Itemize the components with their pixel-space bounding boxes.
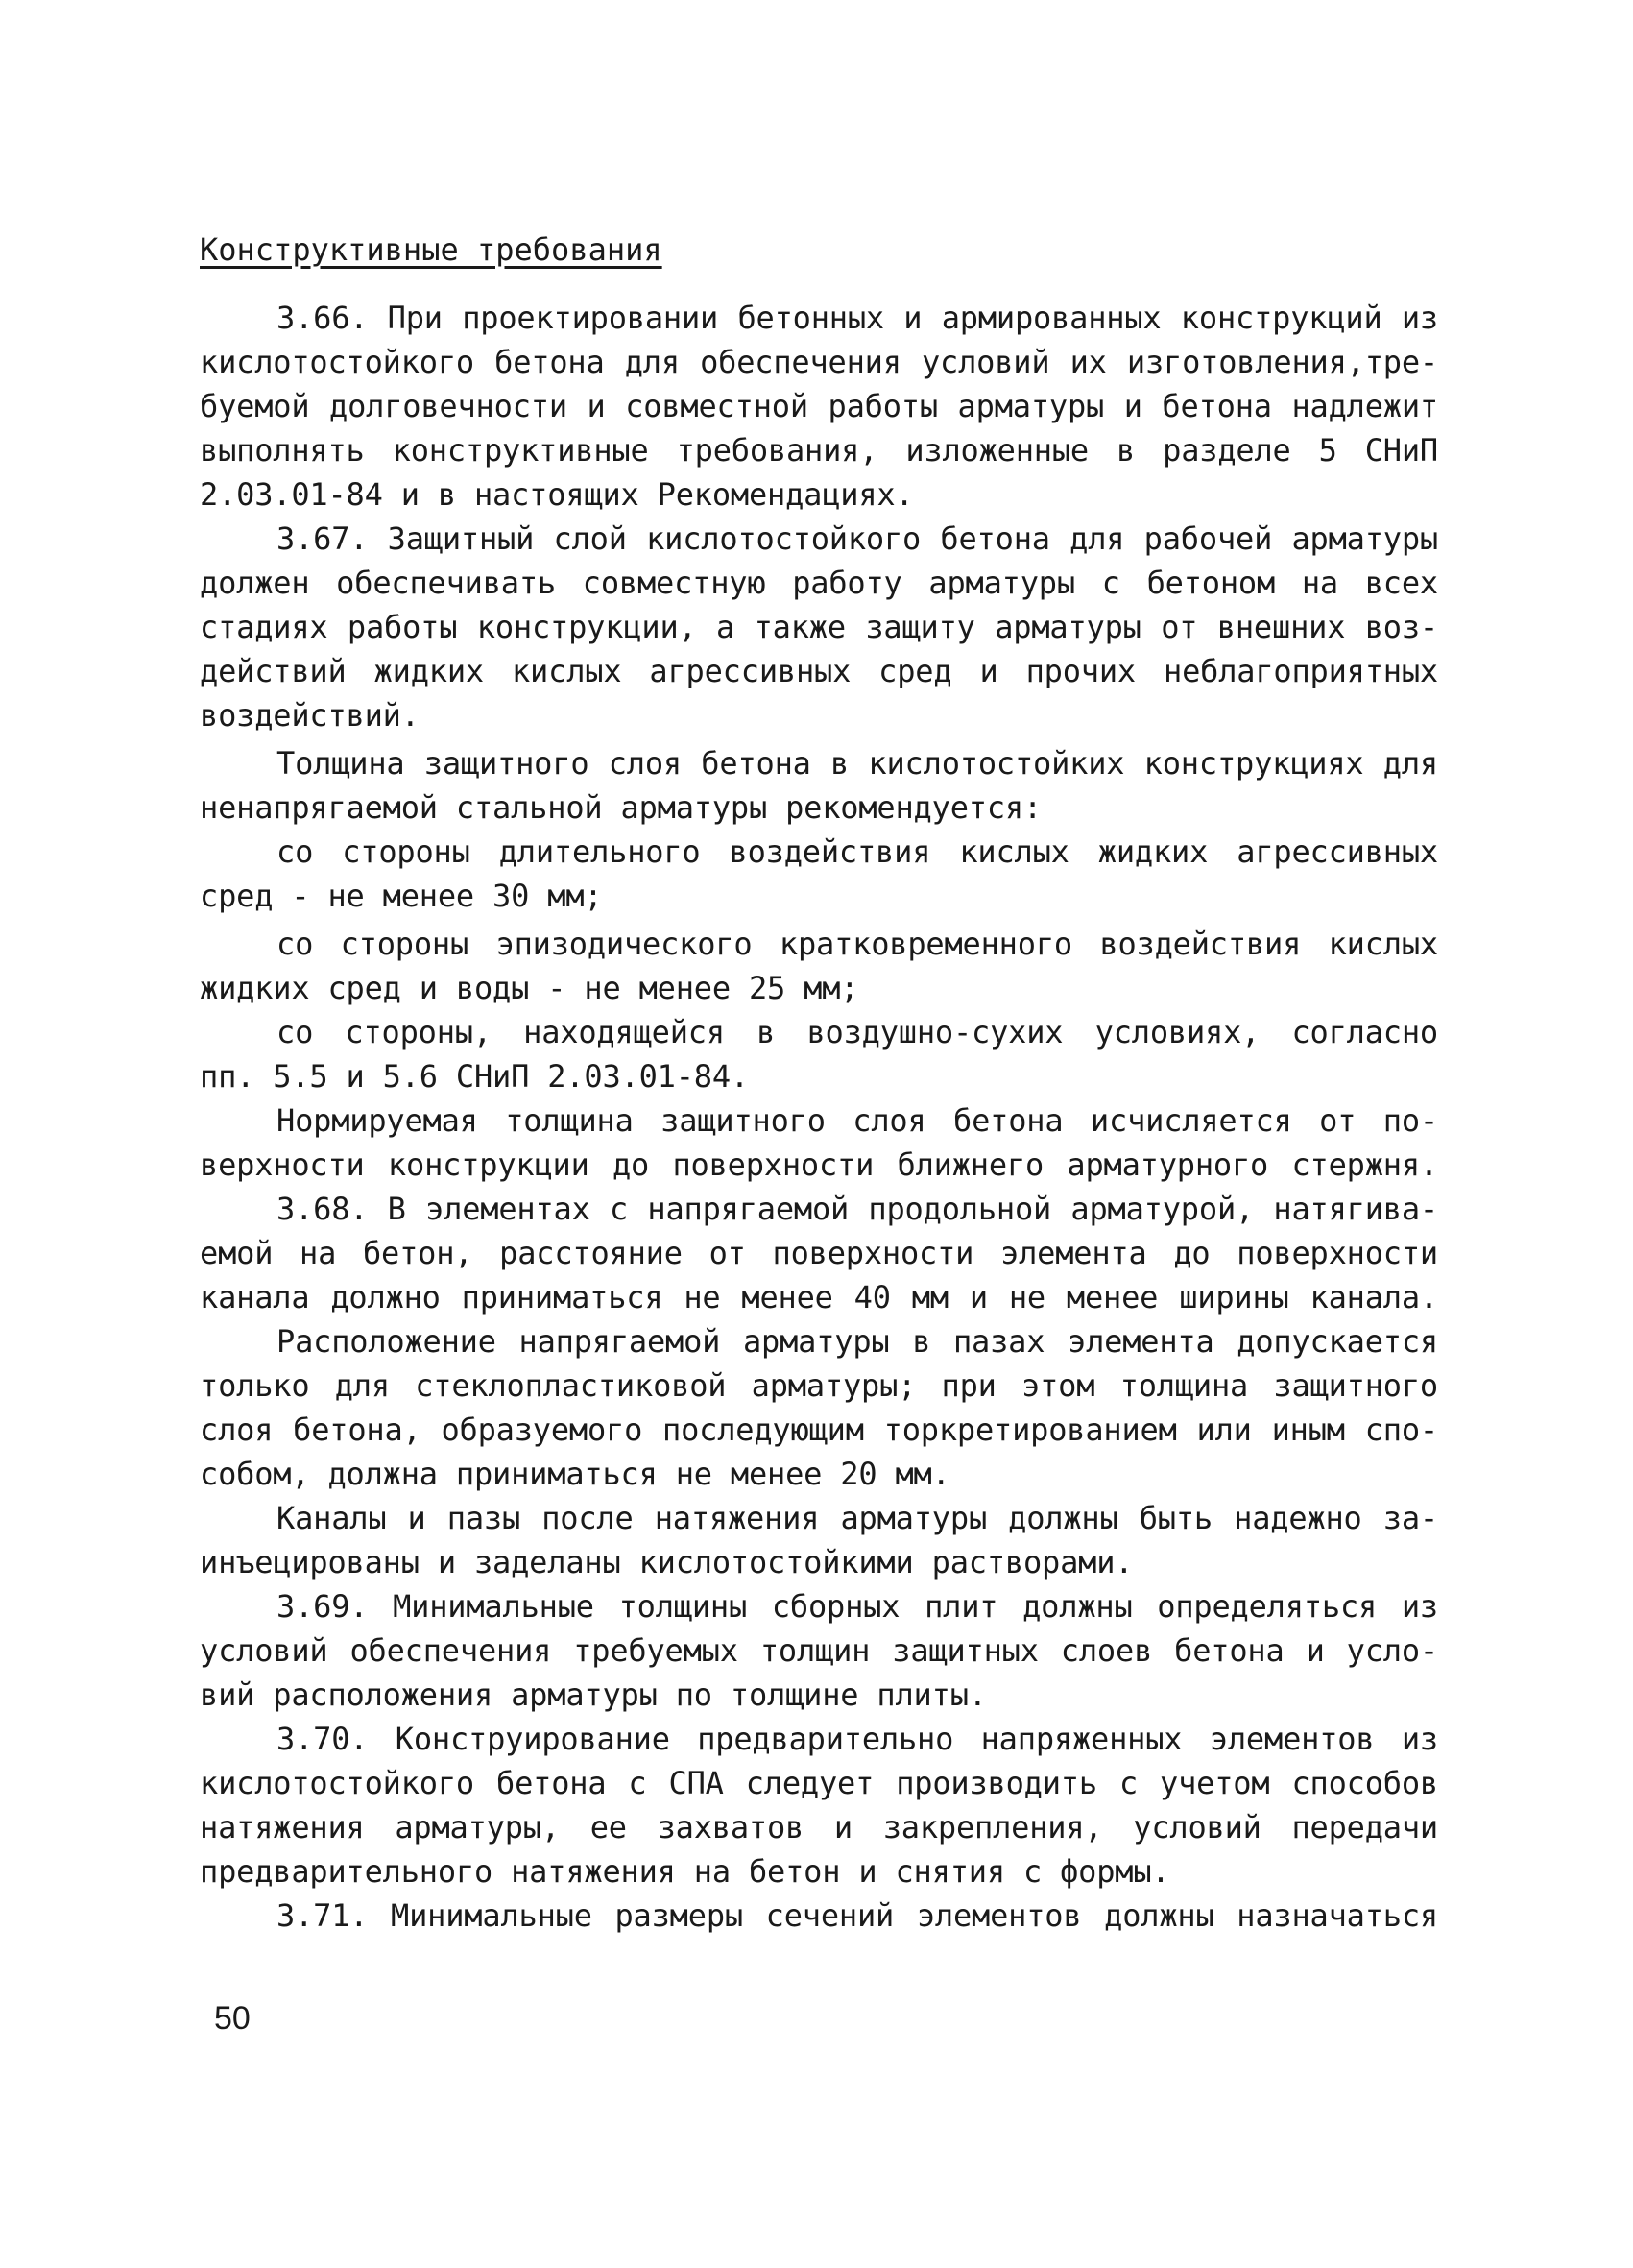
text-line: верхности конструкции до поверхности ближнего арматурного стержня.	[200, 1146, 1438, 1183]
text-line: 3.67. Защитный слой кислотостойкого бетона для рабочей арматуры	[276, 520, 1438, 557]
text-line: Нормируемая толщина защитного слоя бетона исчисляется от по-	[276, 1102, 1438, 1139]
text-line: условий обеспечения требуемых толщин защитных слоев бетона и усло-	[200, 1632, 1438, 1669]
text-line: 3.70. Конструирование предварительно напряженных элементов из	[276, 1721, 1438, 1757]
text-line: 3.68. В элементах с напрягаемой продольной арматурой, натягива-	[276, 1191, 1438, 1227]
text-line: со стороны длительного воздействия кислых жидких агрессивных	[276, 833, 1438, 870]
text-line: только для стеклопластиковой арматуры; при этом толщина защитного	[200, 1367, 1438, 1404]
text-line: 3.69. Минимальные толщины сборных плит должны определяться из	[276, 1588, 1438, 1625]
text-line: должен обеспечивать совместную работу арматуры с бетоном на всех	[200, 565, 1438, 601]
section-heading: Конструктивные требования	[200, 231, 662, 268]
text-line: Расположение напрягаемой арматуры в пазах элемента допускается	[276, 1323, 1438, 1360]
text-line: 3.66. При проектировании бетонных и армированных конструкций из	[276, 300, 1438, 336]
text-line: действий жидких кислых агрессивных сред и прочих неблагоприятных	[200, 653, 1438, 689]
text-line: пп. 5.5 и 5.6 СНиП 2.03.01-84.	[200, 1058, 749, 1095]
text-line: вий расположения арматуры по толщине плиты.	[200, 1677, 987, 1713]
text-line: жидких сред и воды - не менее 25 мм;	[200, 970, 859, 1006]
text-line: воздействий.	[200, 697, 420, 734]
text-line: выполнять конструктивные требования, изложенные в разделе 5 СНиП	[200, 432, 1438, 469]
text-line: Толщина защитного слоя бетона в кислотостойких конструкциях для	[276, 745, 1438, 782]
text-line: канала должно приниматься не менее 40 мм и не менее ширины канала.	[200, 1279, 1438, 1315]
text-line: 3.71. Минимальные размеры сечений элементов должны назначаться	[276, 1897, 1438, 1934]
text-line: предварительного натяжения на бетон и снятия с формы.	[200, 1853, 1170, 1890]
text-line: кислотостойкого бетона с СПА следует производить с учетом способов	[200, 1765, 1438, 1801]
text-line: 2.03.01-84 и в настоящих Рекомендациях.	[200, 476, 914, 513]
page-number: 50	[214, 2000, 251, 2037]
text-line: ненапрягаемой стальной арматуры рекомендуется:	[200, 789, 1043, 826]
text-line: натяжения арматуры, ее захватов и закрепления, условий передачи	[200, 1809, 1438, 1846]
text-line: буемой долговечности и совместной работы арматуры и бетона надлежит	[200, 388, 1438, 424]
text-line: емой на бетон, расстояние от поверхности элемента до поверхности	[200, 1235, 1438, 1271]
text-line: сред - не менее 30 мм;	[200, 878, 603, 914]
text-line: слоя бетона, образуемого последующим торкретированием или иным спо-	[200, 1411, 1438, 1448]
text-line: стадиях работы конструкции, а также защиту арматуры от внешних воз-	[200, 609, 1438, 645]
text-line: со стороны, находящейся в воздушно-сухих условиях, согласно	[276, 1014, 1438, 1050]
text-line: кислотостойкого бетона для обеспечения условий их изготовления,тре-	[200, 344, 1438, 380]
text-line: со стороны эпизодического кратковременного воздействия кислых	[276, 926, 1438, 962]
text-line: Каналы и пазы после натяжения арматуры должны быть надежно за-	[276, 1500, 1438, 1536]
text-line: собом, должна приниматься не менее 20 мм.	[200, 1456, 950, 1492]
text-line: инъецированы и заделаны кислотостойкими растворами.	[200, 1544, 1134, 1580]
body-text	[200, 296, 1438, 1938]
